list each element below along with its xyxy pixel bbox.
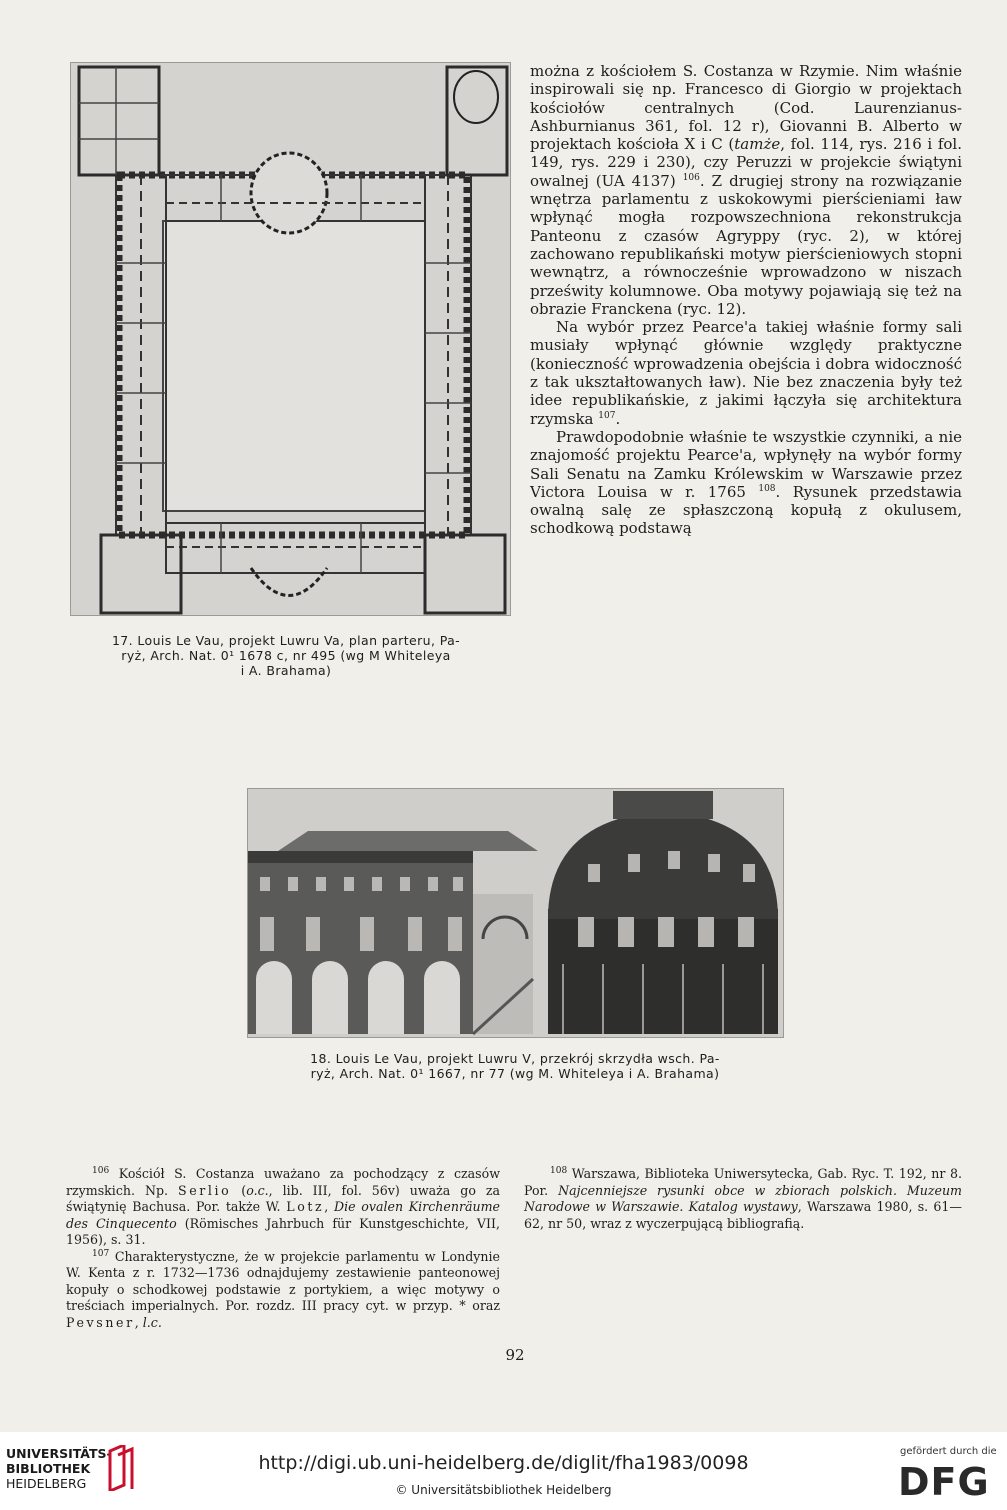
figure-17-floor-plan [70,62,511,616]
body-paragraph: Na wybór przez Pearce'a takiej właśnie formy sali musiały wpłynąć głównie względy praktyczne (konieczność wprowadzenia obejścia i dobra widoczność z tak ukształtowanych ław). Nie bez znaczenia były też idee republikańskie, z jakimi łączyła się architektura rzymska $^{107}$. [530,318,962,428]
footnotes-left [66,1166,500,1331]
permalink-url[interactable]: http://digi.ub.uni-heidelberg.de/diglit/fha1983/0098 [258,1452,749,1474]
footnote-ref: 106 [682,172,700,183]
caption-line: ryż, Arch. Nat. 0¹ 1678 c, nr 495 (wg M Whiteleya [121,648,451,663]
digitization-footer [0,1432,1007,1510]
caption-line: i A. Brahama) [240,663,332,678]
footnote-ref: 107 [598,410,616,421]
caption-line: 18. Louis Le Vau, projekt Luwru V, przekrój skrzydła wsch. Pa- [310,1051,720,1066]
copyright-notice: © Universitätsbibliothek Heidelberg [395,1483,612,1497]
figure-18-caption [240,1051,790,1081]
footnotes-right [524,1166,962,1232]
library-logo: UNIVERSITÄTS- BIBLIOTHEK HEIDELBERG [6,1446,112,1491]
footnote-ref: 108 [758,483,776,494]
body-paragraph: Prawdopodobnie właśnie te wszystkie czynniki, a nie znajomość projektu Pearce'a, wpłynęły na wybór formy Sali Senatu na Zamku Królewskim w Warszawie przez Victora Louisa w r. 1765 $^{108}$. Rysunek przedstawia owalną salę ze spłaszczoną kopułą z okulusem, schodkową podstawą [530,427,962,538]
floor-plan-drawing [71,63,511,616]
figure-18-section [247,788,784,1038]
figure-17-caption [56,633,516,678]
dfg-logo: DFG [898,1460,990,1504]
body-paragraph: można z kościołem S. Costanza w Rzymie. Nim właśnie inspirowali się np. Francesco di Giorgio w projektach kościołów centralnych (Cod. Laurenzianus-Ashburnianus 361, fol. 12 r), Giovanni B. Alberto w projektach kościoła X i C (tamże, fol. 114, rys. 216 i fol. 149, rys. 229 i 230), czy Peruzzi w projekcie świątyni owalnej (UA 4137) $^{106}$. Z drugiej strony na rozwiązanie wnętrza parlamentu z uskokowymi pierścieniami ław wpłynąć mogła rozpowszechniona rekonstrukcja Panteonu z czasów Agryppy (ryc. 2), w której zachowano republikański motyw pierścieniowych stopni wewnątrz, a równocześnie wprowadzono w niszach prześwity kolumnowe. Oba motywy pojawiają się też na obrazie Franckena (ryc. 12). [530,62,962,318]
footnote-107: $^{107}$ Charakterystyczne, że w projekcie parlamentu w Londynie W. Kenta z r. 1732—1736 odnajdujemy zestawienie panteonowej kopuły o schodkowej podstawie z portykiem, a więc motywy o treściach imperialnych. Por. rozdz. III pracy cyt. w przyp. * oraz Pevsner, l.c. [66,1248,500,1330]
caption-line: 17. Louis Le Vau, projekt Luwru Va, plan parteru, Pa- [111,633,461,648]
body-column-right [530,62,962,538]
footnote-106: $^{106}$ Kościół S. Costanza uważano za pochodzący z czasów rzymskich. Np. Serlio (o.c., lib. III, fol. 56v) uważa go za świątynię Bachusa. Por. także W. Lotz, Die ovalen Kirchenräume des Cinquecento (Römisches Jahrbuch für Kunstgeschichte, VII, 1956), s. 31. [66,1165,501,1247]
caption-line: ryż, Arch. Nat. 0¹ 1667, nr 77 (wg M. Whiteleya i A. Brahama) [310,1066,720,1081]
footnote-108: $^{108}$ Warszawa, Biblioteka Uniwersytecka, Gab. Ryc. T. 192, nr 8. Por. Najcenniejsze rysunki obce w zbiorach polskich. Muzeum Narodowe w Warszawie. Katalog wystawy, Warszawa 1980, s. 61—62, nr 50, wraz z wyczerpującą bibliografią. [524,1165,962,1231]
section-drawing [248,789,784,1038]
page-number: 92 [505,1346,525,1364]
funding-label: gefördert durch die [900,1446,997,1457]
